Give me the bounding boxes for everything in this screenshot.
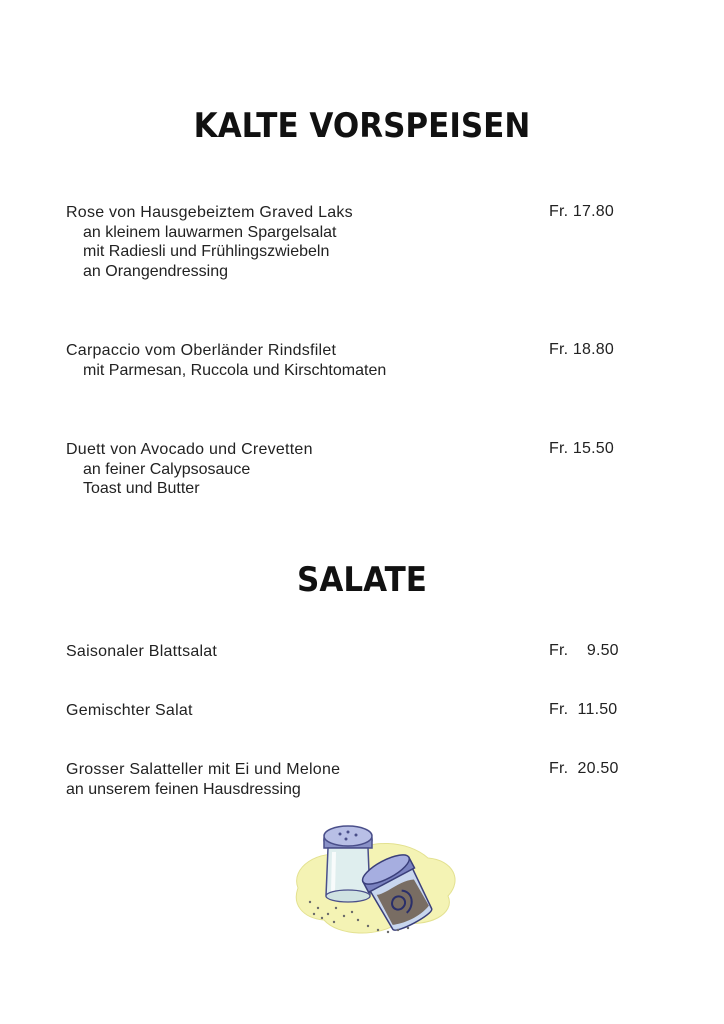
menu-item-price: Fr. 20.50	[549, 760, 619, 777]
menu-item-salatteller	[66, 760, 626, 799]
menu-item-name: Carpaccio vom Oberländer Rindsfilet	[66, 342, 337, 359]
menu-item-description: an kleinem lauwarmen Spargelsalat	[83, 223, 337, 241]
menu-item-graved-laks	[66, 203, 626, 281]
menu-item-price: Fr. 15.50	[549, 440, 614, 457]
menu-item-duett-avocado	[66, 440, 626, 499]
menu-item-description: an unserem feinen Hausdressing	[66, 780, 301, 798]
menu-item-blattsalat	[66, 642, 626, 662]
menu-item-name: Saisonaler Blattsalat	[66, 643, 218, 660]
menu-item-price: Fr. 17.80	[549, 203, 614, 220]
section-title-kalte-vorspeisen: KALTE VORSPEISEN	[193, 106, 531, 146]
menu-item-name: Duett von Avocado und Crevetten	[66, 441, 313, 458]
menu-item-description: mit Parmesan, Ruccola und Kirschtomaten	[83, 361, 387, 379]
menu-item-name: Gemischter Salat	[66, 702, 193, 719]
salt-and-pepper-shakers-icon	[288, 818, 464, 942]
menu-item-price: Fr. 18.80	[549, 341, 614, 358]
menu-item-description: mit Radiesli und Frühlingszwiebeln	[83, 243, 330, 260]
menu-item-description: Toast und Butter	[83, 480, 200, 497]
section-title-salate: SALATE	[297, 560, 427, 600]
menu-item-name: Rose von Hausgebeiztem Graved Laks	[66, 204, 353, 221]
menu-item-description: an Orangendressing	[83, 262, 228, 280]
menu-item-gemischter-salat	[66, 701, 626, 721]
menu-item-name: Grosser Salatteller mit Ei und Melone	[66, 761, 341, 778]
menu-item-description: an feiner Calypsosauce	[83, 460, 251, 478]
menu-item-carpaccio	[66, 341, 626, 380]
menu-item-price: Fr. 11.50	[549, 701, 618, 718]
menu-item-price: Fr. 9.50	[549, 642, 619, 659]
